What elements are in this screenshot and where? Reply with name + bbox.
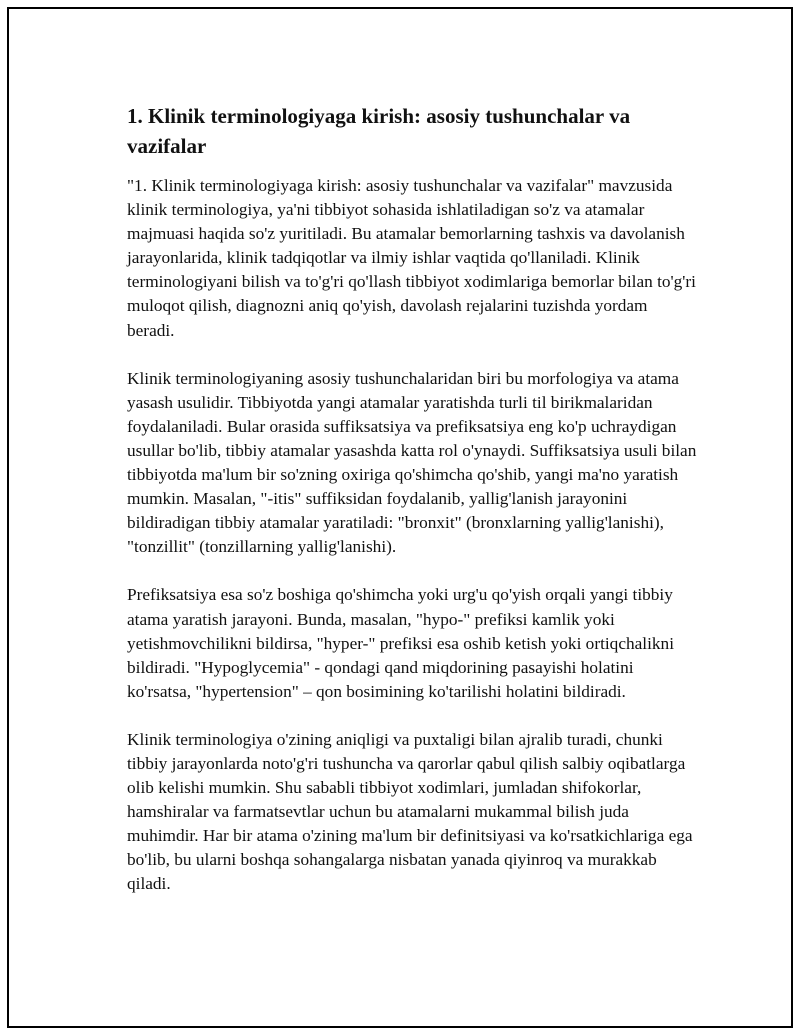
paragraph-morphology: Klinik terminologiyaning asosiy tushunchalaridan biri bu morfologiya va atama yasash usulidir. Tibbiyotda yangi atamalar yaratishda turli til birikmalaridan foydalaniladi. Bular orasida suffiksatsiya va prefiksatsiya eng ko'p uchraydigan usullar bo'lib, tibbiy atamalar yasashda katta rol o'ynaydi. Suffiksatsiya usuli bilan tibbiyotda ma'lum bir so'zning oxiriga qo'shimcha qo'shib, yangi ma'no yaratish mumkin. Masalan, "-itis" suffiksidan foydalanib, yallig'lanish jarayonini bildiradigan tibbiy atamalar yaratiladi: "bronxit" (bronxlarning yallig'lanishi), "tonzillit" (tonzillarning yallig'lanishi).	[127, 368, 697, 557]
paragraph-prefixation: Prefiksatsiya esa so'z boshiga qo'shimcha yoki urg'u qo'yish orqali yangi tibbiy atama yaratish jarayoni. Bunda, masalan, "hypo-" prefiksi kamlik yoki yetishmovchilikni bildirsa, "hyper-" prefiksi esa oshib ketish yoki ortiqchalikni bildiradi. "Hypoglycemia" - qondagi qand miqdorining pasayishi holatini ko'rsatsa, "hypertension" – qon bosimining ko'tarilishi holatini bildiradi.	[127, 585, 674, 701]
paragraph-precision: Klinik terminologiya o'zining aniqligi va puxtaligi bilan ajralib turadi, chunki tibbiy jarayonlarda noto'g'ri tushuncha va qarorlar qabul qilish salbiy oqibatlarga olib kelishi mumkin. Shu sababli tibbiyot xodimlari, jumladan shifokorlar, hamshiralar va farmatsevtlar uchun bu atamalarni mukammal bilish juda muhimdir. Har bir atama o'zining ma'lum bir definitsiyasi va ko'rsatkichlariga ega bo'lib, bu ularni boshqa sohangalarga nisbatan yanada qiyinroq va murakkab qiladi.	[127, 729, 693, 894]
paragraph-intro: "1. Klinik terminologiyaga kirish: asosiy tushunchalar va vazifalar" mavzusida klinik terminologiya, ya'ni tibbiyot sohasida ishlatiladigan so'z va atamalar majmuasi haqida so'z yuritiladi. Bu atamalar bemorlarning tashxis va davolanish jarayonlarida, klinik tadqiqotlar va ilmiy ishlar vaqtida qo'llaniladi. Klinik terminologiyani bilish va to'g'ri qo'llash tibbiyot xodimlariga bemorlar bilan to'g'ri muloqot qilish, diagnozni aniq qo'yish, davolash rejalarini tuzishda yordam beradi.	[127, 176, 696, 340]
page-frame	[7, 7, 793, 1028]
document-title: 1. Klinik terminologiyaga kirish: asosiy tushunchalar va vazifalar	[127, 104, 631, 158]
document-body	[127, 101, 699, 921]
